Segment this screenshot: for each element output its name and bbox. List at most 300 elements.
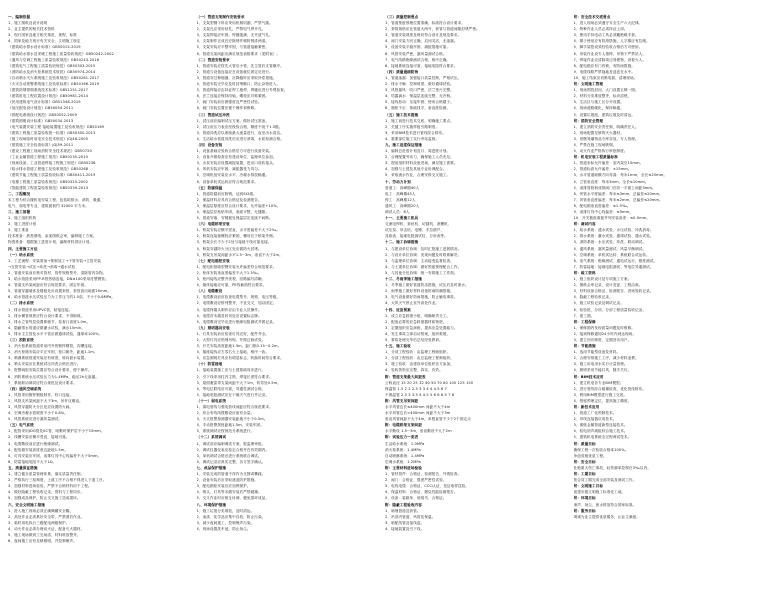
text-line: 2、风管支吊架间距不大于3m，吊杆应顺直。 xyxy=(8,398,83,403)
text-line: 3、薄壁金属管道新型连接技术。 xyxy=(573,423,628,428)
text-line: 1、施工组织机构 xyxy=(8,216,37,221)
text-line: 5、灯具安装应牢固，成排灯具中心线偏差不大于5mm。 xyxy=(8,453,102,458)
text-line: 1、管道防腐前应除锈，达到St2级。 xyxy=(196,191,257,196)
text-line: 3、定期组织应急演练，提高应急处置能力。 xyxy=(385,325,458,330)
text-line: 3、开关安装高度距地1.3m，距门框0.15~0.2m。 xyxy=(196,344,282,349)
text-line: 4、生活给水管道冲洗后应进行消毒，水质检测合格。 xyxy=(196,136,284,141)
text-line: 4、大风天气停止室外高处作业。 xyxy=(385,301,440,306)
text-line: 附：安全目标 xyxy=(573,459,596,464)
text-line: 1、建立健全质量管理体系，落实质量责任制。 xyxy=(8,472,85,477)
text-line: （三）质量控制要点 xyxy=(385,15,419,19)
text-line: （二）管道安装要求 xyxy=(196,57,230,62)
text-line: 5、系统调试应按规范分系统进行。 xyxy=(196,429,255,434)
text-line: 5、设备：装箱单、说明书、合格证。 xyxy=(385,496,447,501)
text-line: 本工程为综合楼机电安装工程，包括给排水、消防、暖通、 xyxy=(8,197,105,202)
text-line: 3、屋面避雷带支架间距不大于1m，转弯处0.5m。 xyxy=(196,380,281,385)
text-line: 1、施工垃圾分类堆放，及时清运。 xyxy=(196,508,255,513)
text-line: 3、单机调试合格后进行系统联合调试。 xyxy=(196,453,262,458)
text-line: 3、使用手持电动工具必须戴绝缘手套。 xyxy=(573,33,639,38)
text-line: 4、管道安装完毕应及时封堵敞口，防止杂物进入。 xyxy=(196,82,281,87)
text-line: （四）设备安装 xyxy=(196,142,223,147)
text-line: 7、防雷接地：接地电阻测试、等电位导通测试。 xyxy=(573,264,654,269)
text-line: 自动喷淋系统：1.4MPa xyxy=(385,453,425,458)
text-line: 2、综合布线线缆敷设应留有余量。 xyxy=(196,411,255,416)
text-line: 五、质量保证措施 xyxy=(8,465,38,470)
text-line: 3、支架焊接应牢固，焊缝饱满，无夹渣气孔。 xyxy=(196,33,273,38)
text-line: 4、通风系统：漏风量测试、风量平衡调试。 xyxy=(573,246,647,251)
text-line: 附：电缆桥架支架间距 xyxy=(385,423,422,428)
text-line: 兆欧表、接地电阻测试仪、万用表等。 xyxy=(385,234,448,239)
text-line: 附：试验压力一览表 xyxy=(385,435,419,440)
text-column-4 xyxy=(574,14,753,602)
text-line: 4、重要部位施工实行旁站监督。 xyxy=(385,136,440,141)
text-line: 附：环境目标 xyxy=(573,496,596,501)
text-line: 2、套管规格应比管道大两号，套管与管道间隙封堵严密。 xyxy=(385,27,480,32)
text-line: 《给水排水管道工程施工及验收规范》GB50268 xyxy=(8,167,89,172)
text-line: 1、施工前进行技术交底，明确施工要点。 xyxy=(385,118,454,123)
text-line: （六）电缆桥架安装 xyxy=(196,222,230,227)
text-line: 1、试压前应编制试压方案，做好试压准备。 xyxy=(196,118,270,123)
text-line: 1、现场围挡封闭，大门设置五牌一图。 xyxy=(573,88,639,93)
text-line: 空调水系统：1.2MPa xyxy=(385,459,421,464)
text-line: 二、工程概况 xyxy=(8,191,31,196)
text-line: 3、减少夜间施工，控制噪声污染。 xyxy=(196,520,255,525)
text-line: 5、报警阀组安装位置应符合设计要求，便于操作。 xyxy=(8,368,92,373)
text-line: 3、配电箱柜安装后应加锁保护。 xyxy=(196,484,251,489)
text-line: 2、导线连接器应用技术。 xyxy=(573,417,617,422)
text-line: 噪声、扬尘、废水排放符合国家标准。 xyxy=(573,502,637,507)
text-line: 1、保修期内发现质量问题及时维修。 xyxy=(573,325,635,330)
text-line: 《建筑节能工程施工质量验收标准》GB50411-2019 xyxy=(8,173,96,178)
text-line: 3、采用BIM技术进行管线综合排布。 xyxy=(385,130,447,135)
text-column-2 xyxy=(197,14,376,602)
text-line: 7、焊接作业应清除周边易燃物，设看火人。 xyxy=(573,57,647,62)
text-line: 4、照明采用节能灯具，随手关灯。 xyxy=(573,368,632,373)
text-line: 6、管道支架间距应满足规范表格要求（见附表）。 xyxy=(196,51,281,56)
text-line: 《消防给水及消火栓系统技术规范》GB50974-2014 xyxy=(8,69,96,74)
text-line: 确保工程一次验收合格率100%。 xyxy=(573,447,629,452)
text-line: 4、电缆首末端及转弯处应设置标志牌。 xyxy=(196,313,262,318)
text-line: 9、电缆线路严禁拖地及浸泡在水中。 xyxy=(573,69,635,74)
text-line: 1、支架型钢下料应采用机械切割，严禁气割。 xyxy=(196,21,273,26)
text-line: 2、合理安排施工工序，减少材料浪费。 xyxy=(573,356,639,361)
text-line: 1、进入施工现场必须正确佩戴安全帽。 xyxy=(8,508,74,513)
text-line: 1、桥架安装应横平竖直，水平度偏差不大于2‰。 xyxy=(196,228,281,233)
text-line: 附：节能措施 xyxy=(573,344,596,349)
text-line: 通风工：高峰期20人 xyxy=(385,203,420,208)
text-line: 1、给水系统：通水试验、水压试验、冲洗消毒。 xyxy=(573,228,654,233)
text-line: 1、灯具安装前应检查灯具完好，配件齐全。 xyxy=(196,331,270,336)
text-line: 七、成品保护措施 xyxy=(196,465,227,470)
text-line: （二）排水系统 xyxy=(8,301,34,306)
text-line: 附：质量目标 xyxy=(573,441,596,446)
text-line: 5、采取流水作业，合理安排交叉施工。 xyxy=(385,173,451,178)
text-line: 2、管道标高允许偏差：±15mm。 xyxy=(573,167,632,172)
text-line: （四）质量通病防治 xyxy=(385,69,419,74)
text-line: 十二、施工协调措施 xyxy=(385,240,419,245)
text-line: 2、设备开箱检查应有建设单位、监理单位参加。 xyxy=(196,155,277,160)
text-line: 8、配电箱垂直度偏差：≤1.5‰。 xyxy=(573,203,631,208)
text-line: 八、环境保护措施 xyxy=(196,502,227,507)
text-line: 4、预留预埋定位，提高施工精度。 xyxy=(573,398,632,403)
text-line: 1、配管采用JDG管及SC管，暗敷时保护层不小于15mm。 xyxy=(8,429,105,434)
text-line: 2、大型灯具应预埋吊钩，并做过载试验。 xyxy=(196,337,266,342)
text-line: 6、箱柜不正：基础找平，垂直度检测。 xyxy=(385,106,451,111)
text-line: 2、阀门：合格证、强度严密性试验。 xyxy=(385,478,447,483)
text-line: （九）照明器具安装 xyxy=(196,325,230,330)
text-line: 2、接到保修通知24小时内到达现场。 xyxy=(573,331,637,336)
text-line: 焊工：高峰期12人 xyxy=(385,197,416,202)
text-line: 附：竣工资料 xyxy=(573,270,596,275)
text-line: 十五、施工验收 xyxy=(385,344,411,349)
text-line: 《民用建筑电气设计标准》GB51348-2019 xyxy=(8,100,81,105)
text-line: 1、管道安装应按先大管后小管、先主管后支管顺序。 xyxy=(196,63,284,68)
text-line: 2、合理配置劳动力，确保施工人员充足。 xyxy=(385,155,454,160)
text-line: 4、箱体接地应可靠，PE线截面符合要求。 xyxy=(196,283,267,288)
text-line: 7、电气线路绝缘测试合格，相序正确。 xyxy=(385,57,451,62)
text-line: （十二）系统调试 xyxy=(196,435,227,440)
text-line: 5、排水主立管及水平干管应做通球试验，通球率100%。 xyxy=(8,331,103,336)
text-line: （四）通风空调系统 xyxy=(8,386,42,391)
text-line: （十）防雷接地 xyxy=(196,362,223,367)
text-line: 《通风与空调工程施工质量验收规范》GB50243-2016 xyxy=(8,57,100,62)
text-line: 3、柜内接线应整齐美观，回路编号清晰。 xyxy=(196,277,266,282)
text-line: 3、生活区与施工区分开设置。 xyxy=(573,100,624,105)
text-line: 交流电焊机、套丝机、切割机、滚槽机、 xyxy=(385,222,452,227)
text-line: 3、材料设备合格证、检测报告、进场验收记录。 xyxy=(573,289,654,294)
text-line: 十一、主要施工机具 xyxy=(385,216,419,221)
text-line: 1、建立机电各专业BIM模型。 xyxy=(573,380,624,385)
text-line: 1、建立消防安全责任制，明确责任人。 xyxy=(573,124,639,129)
text-line: 3、加强材料进场检验，严禁不合格材料用于工程。 xyxy=(8,484,92,489)
text-line: 水平风管边长≤400mm 间距不大于4m xyxy=(385,405,451,409)
text-line: 2、排水不畅：控制坡度，做好通球试验。 xyxy=(385,82,454,87)
text-line: 3、风管漏风：咬口严密，法兰垫片完整。 xyxy=(385,88,454,93)
text-line: 3、临时用电执行三级配电两级保护。 xyxy=(8,520,70,525)
text-line: 附：调试内容 xyxy=(573,222,596,227)
text-line: 管道工：高峰期40人 xyxy=(385,185,420,190)
text-line: 3、管道穿过伸缩缝、沉降缝时应采取补偿措施。 xyxy=(196,75,277,80)
text-line: 4、隐蔽排水管道应做灌水试验，满水15min。 xyxy=(8,325,86,330)
text-line: 1、成立应急救援小组，明确职责分工。 xyxy=(385,313,451,318)
text-line: 5、应急照明灯具应有明显标志，转换时间符合要求。 xyxy=(196,356,284,361)
text-line: 1、施工组织设计及专项施工方案。 xyxy=(573,277,632,282)
text-line: 1、工艺流程：安装准备→预制加工→干管安装→立管安装 xyxy=(8,258,101,263)
text-line: 1、排水管道采用UPVC管，粘接连接。 xyxy=(8,307,73,312)
text-line: 《建设工程施工现场消防安全技术规范》GB50720 xyxy=(8,149,92,154)
text-line: 3、提前组织材料设备进场，满足施工需要。 xyxy=(385,161,458,166)
text-line: 5、接地电阻测试应在干燥天气进行并记录。 xyxy=(196,392,270,397)
text-line: 附：管道支架最大间距表 xyxy=(385,374,426,379)
text-line: 《建筑工程施工质量验收统一标准》GB50300-2013 xyxy=(8,130,96,135)
text-line: 《现场设备、工业管道焊接工程施工规范》GB50236 xyxy=(8,161,96,166)
text-line: 2、施工进度计划 xyxy=(8,222,37,227)
text-line: 附：工程保修 xyxy=(573,319,596,324)
text-line: 3、火灾报警探测器安装距墙不小于0.5m。 xyxy=(196,417,268,422)
text-line: 《自动喷水灭火系统施工及验收规范》GB50261-2017 xyxy=(8,75,100,80)
text-line: 5、桥架支吊架间距水平1.5~3m，垂直不大于2m。 xyxy=(196,252,283,257)
text-line: 1、接地装置施工应与土建基础同步进行。 xyxy=(196,368,266,373)
text-line: 4、梯子使用应有防滑措施，人字梯应有拉绳。 xyxy=(573,39,650,44)
text-line: 物资准备：根据施工进度计划，编制材料供应计划。 xyxy=(8,240,93,245)
text-line: 4、加强与土建及其他专业协调配合。 xyxy=(385,167,447,172)
text-line: 消火栓系统：1.4MPa xyxy=(385,447,421,452)
text-line: 四、主要施工方法 xyxy=(8,246,38,251)
text-line: 4、风机安装应牢固，减振器受力均匀。 xyxy=(196,167,262,172)
text-line: （三）管道试压冲洗 xyxy=(196,112,230,117)
text-line: 2、配备必要的应急救援器材和物资。 xyxy=(385,319,447,324)
text-line: 5、脚手架搭设须经验收合格后方可使用。 xyxy=(573,45,643,50)
text-line: 4、保温材料：合格证、燃烧性能检测报告。 xyxy=(385,490,458,495)
text-line: 4、调试记录应真实完整，各方签字确认。 xyxy=(196,459,266,464)
text-line: 10、施工结束应切断电源，清理现场。 xyxy=(573,75,638,80)
text-line: 1、设备基础应验收合格后方可进行设备安装。 xyxy=(196,149,273,154)
text-line: 2、消火栓箱安装应平正牢固，栓口朝外，距地1.1m。 xyxy=(8,350,98,355)
text-line: 《火灾自动报警系统施工及验收标准》GB50166-2019 xyxy=(8,82,100,87)
text-line: 2、吊顶内管道、风管及保温。 xyxy=(385,514,436,519)
text-line: 《供配电系统设计规范》GB50052-2009 xyxy=(8,112,77,117)
text-line: 6、电气系统：绝缘测试、通电试运行、照度测试。 xyxy=(573,258,658,263)
text-line: 附：安全技术交底要点 xyxy=(573,15,611,19)
text-line: 水平风管边长>400mm 间距不大于3m xyxy=(385,411,451,416)
text-line: 竭诚为业主提供优质服务，让业主满意。 xyxy=(573,514,640,519)
text-line: 附：风管支吊架间距 xyxy=(385,398,419,403)
text-line: 2、支架孔应采用钻孔，严禁电气焊开孔。 xyxy=(196,27,266,32)
text-line: 按合同工期完成全部安装及调试工作。 xyxy=(573,478,637,483)
text-line: 7、系统联动调试应符合规范及设计要求。 xyxy=(8,380,77,385)
text-line: 十四、应急预案 xyxy=(385,307,411,312)
text-line: 附：文明施工管理 xyxy=(573,82,604,87)
text-line: 六、安全文明施工措施 xyxy=(8,502,45,507)
text-line: 5、施工试验记录及调试记录。 xyxy=(573,301,624,306)
text-line: 九、施工进度保证措施 xyxy=(385,142,422,147)
text-line: 4、手动报警按钮距地1.5m，安装牢固。 xyxy=(196,423,264,428)
text-line: 6、消防系统水压试验压力为1.4MPa，稳压2h无渗漏。 xyxy=(8,374,99,379)
text-line: 4、空调冷凝水管坡度不小于0.8%。 xyxy=(8,411,68,416)
text-line: 3、竣工验收：由建设单位组织各方参加。 xyxy=(385,362,454,367)
text-line: （五）电气系统 xyxy=(8,423,34,428)
text-line: 1、管道坐标允许偏差：室内架空15mm。 xyxy=(573,161,644,166)
text-line: 8、接地系统连接可靠，接地电阻符合要求。 xyxy=(385,63,458,68)
text-line: 2、油漆、化学品应集中存放，防止污染。 xyxy=(196,514,266,519)
text-column-3 xyxy=(385,14,564,602)
text-line: 4、管道支吊架间距应符合规范要求，固定牢固。 xyxy=(8,283,88,288)
text-line: 2、与设计单位协调：发现问题及时联系解决。 xyxy=(385,252,462,257)
text-line: 十、劳动力计划 xyxy=(385,179,411,184)
text-line: 1、与建设单位协调：及时汇报施工进展情况。 xyxy=(385,246,462,251)
text-line: 4、现场道路硬化，保持畅通。 xyxy=(573,106,624,111)
text-line: 4、等电位联结应可靠，导通性测试合格。 xyxy=(196,386,266,391)
text-line: 4、接地装置及引下线。 xyxy=(385,526,425,531)
text-line: 2、桥架连接板螺栓应紧固，螺母位于桥架外侧。 xyxy=(196,234,277,239)
text-line: （十一）弱电系统 xyxy=(196,398,227,403)
text-line: 3、电气设备做好防雨措施，防止触电事故。 xyxy=(385,295,458,300)
text-line: 1、弱电管线与强电管线间距应符合规范要求。 xyxy=(196,405,273,409)
text-line: 2、保温材料应具有合格证及检测报告。 xyxy=(196,197,262,202)
text-line: 杜绝重大伤亡事故，轻伤频率控制在3‰以内。 xyxy=(573,465,651,470)
text-line: 创建市级文明施工标准化工地。 xyxy=(573,490,626,495)
text-line: 8、配电箱应有门有锁，有防雨措施。 xyxy=(573,63,635,68)
text-line: 2、分部工程验收：由总监理工程师组织。 xyxy=(385,356,454,361)
text-line: 6、防雷接地电阻不大于1Ω。 xyxy=(8,459,57,464)
text-line: 1、冬季施工做好管道防冻措施，试压后及时泄水。 xyxy=(385,283,469,288)
text-line: （八）电缆敷设 xyxy=(196,289,223,294)
text-line: 2、材料分类堆放整齐，标识清楚。 xyxy=(573,94,632,99)
text-line: 5、管道焊接应由持证焊工施焊，焊缝应进行外观检查。 xyxy=(196,88,288,93)
text-line: 3、电线电缆：合格证、CCC认证、见证取样送检。 xyxy=(385,484,470,489)
text-line: 1、配电柜基础型钢安装允许偏差符合规范要求。 xyxy=(196,264,277,269)
text-line: 《工业金属管道工程施工规范》GB50235-2010 xyxy=(8,155,89,160)
text-line: 3、现行国家及地方相关规范、规程、标准 xyxy=(8,33,77,38)
text-line: 附：机电安装工程质量标准 xyxy=(573,155,618,160)
text-line: 4、喷头、灯具等末端安装后严禁碰撞。 xyxy=(196,490,262,495)
text-line: 3、电缆终端头制作应由专业人员操作。 xyxy=(196,307,262,312)
text-line: 5、事故处理完毕后总结经验教训。 xyxy=(385,337,443,342)
text-line: 生活给水系统：1.0MPa xyxy=(385,441,425,446)
text-line: 1、风管采用镀锌钢板制作，咬口连接。 xyxy=(8,392,74,397)
text-line: 9、成排灯具中心线偏差：≤5mm。 xyxy=(573,210,633,214)
text-line: 1、暗埋管道及套管。 xyxy=(385,508,421,513)
text-line: 2、管道与设备连接应在设备就位固定后进行。 xyxy=(196,69,273,74)
text-line: 4、保温层应粘贴牢固，表面平整，无缝隙。 xyxy=(196,210,270,214)
text-line: 2、特种作业人员必须持证上岗。 xyxy=(573,27,628,32)
text-line: 三、施工部署 xyxy=(8,210,31,214)
text-line: 5、加强成品保护，防止交叉施工造成损坏。 xyxy=(8,496,81,501)
text-line: 《智能建筑工程质量验收规范》GB50339-2013 xyxy=(8,185,89,190)
text-line: 1、调试前应编制调试方案，报监理审批。 xyxy=(196,441,266,446)
text-line: 4、做好隐蔽工程验收记录，资料与工程同步。 xyxy=(8,490,85,495)
text-line: 3、管道安装坡度及坡向符合设计及规范要求。 xyxy=(385,33,462,38)
text-line: 附：服务目标 xyxy=(573,508,596,513)
text-line: 1、编制总进度计划及月、周进度计划。 xyxy=(385,149,451,154)
text-line: 4、支架制作完成后应除锈并刷防锈漆两道。 xyxy=(196,39,270,44)
text-line: 4、严禁在施工现场吸烟。 xyxy=(573,142,617,147)
text-line: 《建筑照明设计标准》GB50034-2013 xyxy=(8,118,74,123)
text-line: 2、雨季施工做好材料设备防雨防潮措施。 xyxy=(385,289,454,294)
text-line: 《电气装置安装工程 接地装置施工及验收规范》GB50169 xyxy=(8,124,105,129)
text-line: 5、空调系统：单机试运转、系统联合试运转。 xyxy=(573,252,650,257)
text-line: 附：工期目标 xyxy=(573,472,596,477)
text-line: 3、给水管道采用PP-R管热熔连接，DN≥100采用衬塑钢管。 xyxy=(8,277,109,282)
text-line: 3、施工准备 xyxy=(8,228,29,233)
text-line: 3、水泵安装应设置减振装置，进出口设软接头。 xyxy=(196,161,277,166)
text-line: 3、喷淋系统管道安装应有坡度，坡向泄水装置。 xyxy=(8,356,88,361)
text-line: 4、发生事故立即启动预案，组织救援。 xyxy=(385,331,451,336)
text-line: 《建筑给水排水设计标准》GB50015-2019 xyxy=(8,45,81,50)
text-line: 1、电缆敷设前应检查电缆型号、规格、电压等级。 xyxy=(196,295,281,300)
text-line: 3、建立回访制度，定期回访用户。 xyxy=(573,337,632,342)
text-line: 4、现场设置洗车池，防止扬尘。 xyxy=(196,526,251,531)
text-line: 《施工现场临时用电安全技术规范》JGJ46-2005 xyxy=(8,136,89,141)
text-line: 6、夜间施工应有足够照明，并控制噪声。 xyxy=(8,539,77,544)
text-line: 2、柜体安装垂直度偏差不大于1.5‰。 xyxy=(196,270,262,275)
text-line: （一）管道支架制作安装要求 xyxy=(196,15,245,19)
text-line: 附：消防安全管理 xyxy=(573,118,604,123)
text-line: （三）消防系统 xyxy=(8,337,34,342)
text-line: 7、竣工图。 xyxy=(573,313,595,318)
text-line: 3、消防系统：水压试验、冲洗、联动调试。 xyxy=(573,240,647,245)
text-line: 十三、冬雨季施工措施 xyxy=(385,277,422,282)
text-line: 附：主要材料进场检验 xyxy=(385,465,422,470)
text-line: 5、风管系统应进行漏风量测试。 xyxy=(8,417,63,422)
text-line: 4、国家及地方现行有关安全、文明施工规定 xyxy=(8,39,81,44)
text-line: 4、机电消声减振综合施工技术。 xyxy=(573,429,628,434)
text-line: 5、空调机组安装应水平，冷凝水排放畅通。 xyxy=(196,173,270,178)
text-line: 《建筑施工安全检查标准》JGJ59-2011 xyxy=(8,142,74,147)
text-line: 公称直径 15 20 25 32 40 50 70 80 100 125 150 xyxy=(385,380,474,385)
text-line: 5、支架安装应平整牢固，与管道接触紧密。 xyxy=(196,45,270,50)
text-line: 2、现场配置足够的灭火器材。 xyxy=(573,130,624,135)
text-line: （一）给水系统 xyxy=(8,252,34,257)
text-line: 4、喷头安装应在系统试压冲洗合格后进行。 xyxy=(8,362,81,367)
text-line: 《建筑给水排水及采暖工程施工质量验收规范》GB50242-2002 xyxy=(8,51,114,56)
text-line: 2、电缆敷设应排列整齐，不宜交叉，加以固定。 xyxy=(196,301,277,306)
text-line: 6、检验批、分项、分部工程质量验收记录。 xyxy=(573,307,647,312)
text-line: 4、与土建单位协调：做好预留预埋配合工作。 xyxy=(385,264,462,269)
text-line: 2、排水系统：灌水试验、通球试验、通水试验。 xyxy=(573,234,654,239)
text-line: 试压泵、冲击钻、电锤、手拉葫芦、 xyxy=(385,228,445,233)
text-line: 4、隐蔽工程验收记录。 xyxy=(573,295,613,300)
text-line: 4、插座接线应左零右火上接地，相序一致。 xyxy=(196,350,270,355)
text-line: 10、开关插座面板并列安装高差：≤0.5mm。 xyxy=(573,216,651,221)
text-line: 3、与监理单位协调：主动接受监督检查。 xyxy=(385,258,454,263)
text-line: 一、编制依据 xyxy=(8,15,31,19)
text-line: 5、成排管段和成排阀门在同一平面上间距3mm。 xyxy=(573,185,656,190)
text-line: （七）配电箱柜安装 xyxy=(196,258,230,263)
text-line: 技术准备：熟悉图纸，参加图纸会审，编制施工方案。 xyxy=(8,234,97,239)
text-line: 附：隐蔽工程验收内容 xyxy=(385,502,422,507)
text-line: 5、动火作业严格执行审批制度。 xyxy=(573,149,628,154)
text-line: 1、管道工厂化预制技术。 xyxy=(573,411,617,416)
text-line: 附：新技术应用 xyxy=(573,405,600,409)
text-line: 5、与其他分包协调：统一安排施工工作面。 xyxy=(385,270,458,275)
text-line: 5、设置垃圾池，建筑垃圾及时清运。 xyxy=(573,112,635,117)
text-line: 《建筑防烟排烟系统技术标准》GB51251-2017 xyxy=(8,88,89,93)
text-line: 4、动火作业必须办理动火证，配备灭火器材。 xyxy=(8,526,85,531)
text-line: 附：文明施工目标 xyxy=(573,484,604,489)
text-line: 《电梯工程施工质量验收规范》GB50310-2002 xyxy=(8,179,89,184)
text-line: 1、管材管件：合格证、检测报告、外观检查。 xyxy=(385,472,462,477)
text-line: 《低压配电设计规范》GB50054-2011 xyxy=(8,106,74,111)
text-line: 垂直风管间距不大于4m，单根直管不少于2个固定点 xyxy=(385,417,471,422)
text-line: 2、严格执行三检制度，上道工序不合格不得进入下道工序。 xyxy=(8,478,107,483)
text-line: 3、排水立管每层设置伸缩节，检查口高度1.0m。 xyxy=(8,319,91,324)
text-line: 5、建筑机电系统全过程调试技术。 xyxy=(573,435,632,440)
text-line: 《建筑机电工程抗震设计规范》GB50981-2014 xyxy=(8,94,89,99)
text-line: 4、配电箱安装高度底边距地1.5m。 xyxy=(8,447,69,452)
text-line: 2、管道安装前应核对管材、管件规格型号，清除管内杂物。 xyxy=(8,270,107,275)
text-line: 5、管道穿墙、穿楼板处保温层应连续不间断。 xyxy=(196,216,273,221)
text-line: 6、给水管道水压试验压力为工作压力的1.5倍，不小于0.6MPa。 xyxy=(8,295,115,300)
text-line: 3、易燃易爆物品专库存放，专人管理。 xyxy=(573,136,639,141)
text-line: 7、阀门安装前应做强度及严密性试验。 xyxy=(196,100,262,105)
text-line: 4、阀门安装方向正确，启闭灵活，无渗漏。 xyxy=(385,39,458,44)
text-line: 2、引下线采用柱内主筋，焊接长度符合要求。 xyxy=(196,374,273,379)
text-line: 2、排水横管坡度应符合设计要求，不得倒坡。 xyxy=(8,313,85,318)
text-line: 2、调试仪器仪表应检定合格并在有效期内。 xyxy=(196,447,270,452)
text-line: 3、暗配线管及接线盒。 xyxy=(385,520,425,525)
text-line: 电气、弱电等专业，建筑面积约 32000 平方米。 xyxy=(8,203,89,208)
text-line: 6、设备单机试运转应符合规范要求。 xyxy=(196,179,258,184)
text-line: 5、管道穿越墙体及楼板处应设置套管，套管高出地面20mm。 xyxy=(8,289,112,294)
text-line: 5、设备安装平稳牢固，减振措施可靠。 xyxy=(385,45,451,50)
text-line: 4、验收资料应完整、真实、有效。 xyxy=(385,368,443,373)
text-line: 4、桥架穿越防火分区处应做防火封堵。 xyxy=(196,246,262,251)
text-line: 3、桥架全长不少于2处与接地干线可靠连接。 xyxy=(196,240,272,245)
text-line: 1、选用节能型设备及材料。 xyxy=(573,350,621,355)
text-line: 2、图纸会审记录、设计变更、工程洽商。 xyxy=(573,283,643,288)
text-line: 2、业主提供的相关技术资料 xyxy=(8,27,55,32)
